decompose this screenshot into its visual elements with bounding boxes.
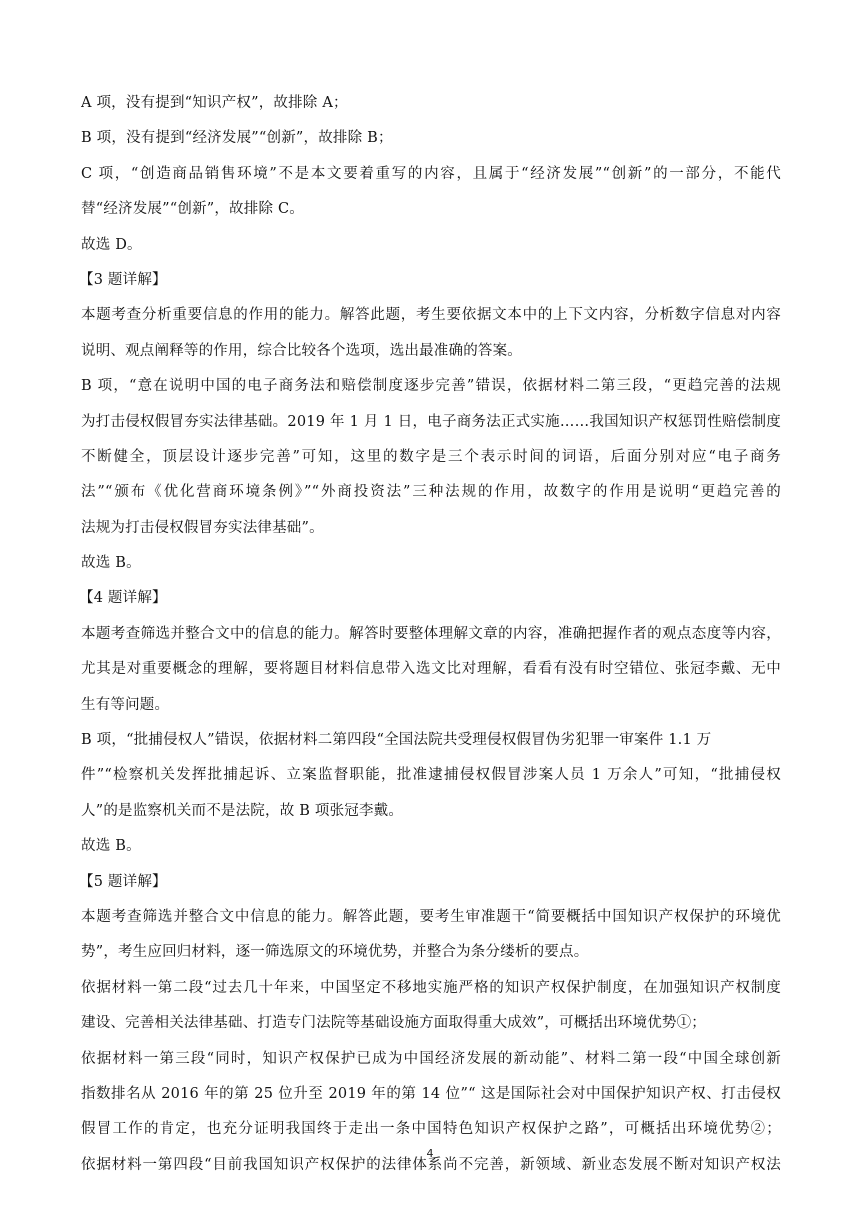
text-line: C 项，“创造商品销售环境”不是本文要着重写的内容，且属于“经济发展”“创新”的一部分，不能代 [81, 165, 781, 182]
text-line: 依据材料一第四段“目前我国知识产权保护的法律体系尚不完善，新领域、新业态发展不断对知识产权法 [81, 1156, 781, 1173]
text-line: 依据材料一第三段“同时，知识产权保护已成为中国经济发展的新动能”、材料二第一段“中国全球创新 [81, 1050, 781, 1067]
text-line: 故选 D。 [81, 236, 142, 253]
text-line: 势”，考生应回归材料，逐一筛选原文的环境优势，并整合为条分缕析的要点。 [81, 944, 589, 961]
text-line: A 项，没有提到“知识产权”，故排除 A； [81, 95, 348, 111]
text-line: 替“经济发展”“创新”，故排除 C。 [81, 201, 304, 218]
text-line: 法”“颁布《优化营商环境条例》”“外商投资法”三种法规的作用，故数字的作用是说明“更趋完善的 [81, 484, 781, 501]
text-line: 依据材料一第二段“过去几十年来，中国坚定不移地实施严格的知识产权保护制度，在加强知识产权制度 [81, 979, 781, 996]
text-line: 指数排名从 2016 年的第 25 位升至 2019 年的第 14 位”“ 这是国际社会对中国保护知识产权、打击侵权 [81, 1085, 781, 1102]
text-line: 说明、观点阐释等的作用，综合比较各个选项，选出最准确的答案。 [81, 342, 522, 359]
section-heading: 【4 题详解】 [79, 590, 167, 607]
text-line: 生有等问题。 [81, 696, 170, 713]
text-line: 为打击侵权假冒夯实法律基础。2019 年 1 月 1 日，电子商务法正式实施……我国知识产权惩罚性赔偿制度 [81, 413, 781, 430]
document-body [81, 86, 781, 1183]
text-line: 件”“检察机关发挥批捕起诉、立案监督职能，批准逮捕侵权假冒涉案人员 1 万余人”可知，“批捕侵权 [81, 767, 781, 784]
text-line: 建设、完善相关法律基础、打造专门法院等基础设施方面取得重大成效”，可概括出环境优势①； [81, 1015, 707, 1032]
section-heading: 【3 题详解】 [79, 271, 167, 288]
text-line: 不断健全，顶层设计逐步完善”可知，这里的数字是三个表示时间的词语，后面分别对应“电子商务 [81, 448, 781, 465]
page-number: 4 [426, 1147, 434, 1160]
text-line: 本题考查筛选并整合文中信息的能力。解答此题，要考生审准题干“简要概括中国知识产权保护的环境优 [81, 908, 781, 925]
text-line: 本题考查分析重要信息的作用的能力。解答此题，考生要依据文本中的上下文内容，分析数字信息对内容 [81, 307, 781, 324]
text-line: 故选 B。 [81, 555, 141, 572]
text-line: B 项，“批捕侵权人”错误，依据材料二第四段“全国法院共受理侵权假冒伪劣犯罪一审案件 1.1 万 [81, 732, 712, 749]
text-line: B 项，没有提到“经济发展”“创新”，故排除 B； [81, 130, 393, 147]
text-line: B 项，“意在说明中国的电子商务法和赔偿制度逐步完善”错误，依据材料二第三段，“更趋完善的法规 [81, 378, 781, 395]
text-line: 故选 B。 [81, 838, 141, 855]
text-line: 本题考查筛选并整合文中的信息的能力。解答时要整体理解文章的内容，准确把握作者的观点态度等内容， [81, 625, 781, 642]
text-line: 人”的是监察机关而不是法院，故 B 项张冠李戴。 [81, 802, 404, 819]
text-line: 尤其是对重要概念的理解，要将题目材料信息带入选文比对理解，看看有没有时空错位、张冠李戴、无中 [81, 661, 781, 678]
text-line: 假冒工作的肯定，也充分证明我国终于走出一条中国特色知识产权保护之路”，可概括出环境优势②； [81, 1121, 781, 1138]
text-line: 法规为打击侵权假冒夯实法律基础”。 [81, 519, 324, 536]
section-heading: 【5 题详解】 [79, 873, 167, 890]
